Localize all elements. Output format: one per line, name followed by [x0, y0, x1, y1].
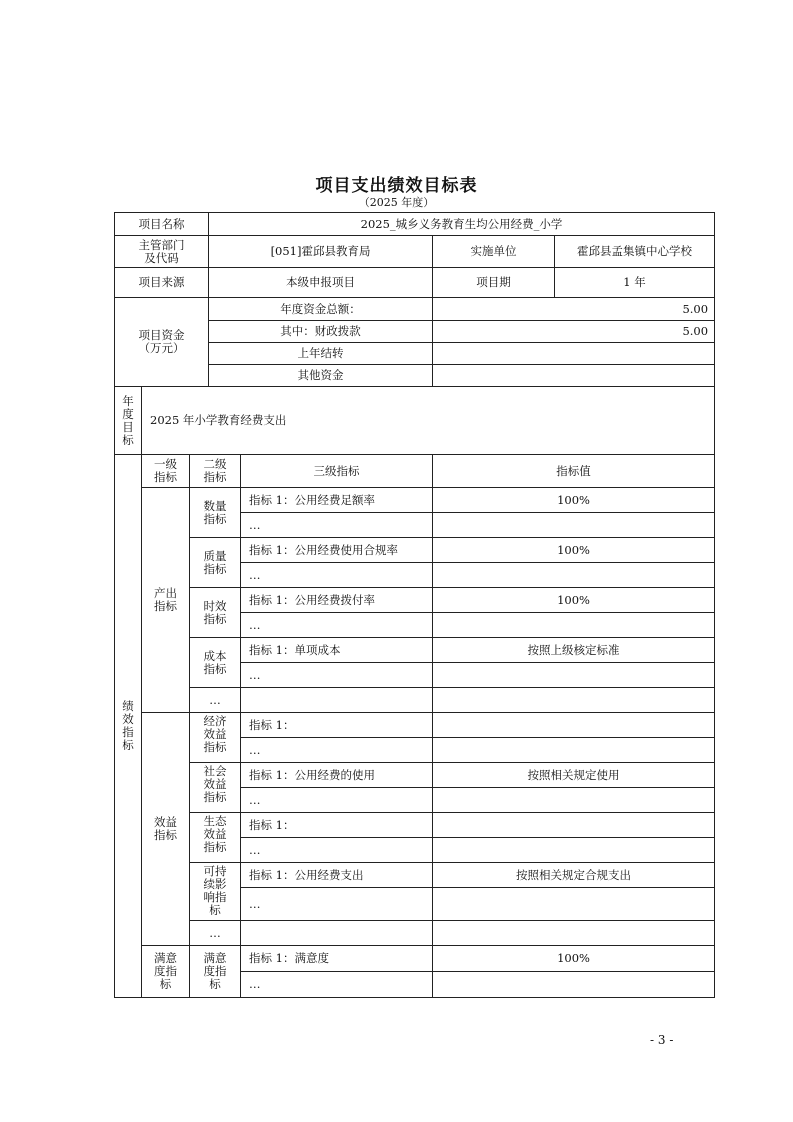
- cost-indicator-value: 按照上级核定标准: [433, 638, 715, 663]
- table-row: [115, 713, 715, 738]
- social-benefit-item: 指标 1：公用经费的使用: [241, 763, 433, 788]
- cost-indicator-item: 指标 1：单项成本: [241, 638, 433, 663]
- ecological-benefit-label: 生态 效益 指标: [190, 813, 241, 863]
- source-row: [115, 268, 715, 298]
- table-row: [115, 946, 715, 972]
- economic-benefit-label: 经济 效益 指标: [190, 713, 241, 763]
- timeliness-indicator-label: 时效 指标: [190, 588, 241, 638]
- sustainable-impact-label: 可持 续影 响指 标: [190, 863, 241, 921]
- page-number: - 3 -: [650, 1033, 674, 1047]
- sustainable-impact-item: 指标 1：公用经费支出: [241, 863, 433, 888]
- funds-carryover-value: [433, 343, 715, 365]
- satisfaction-indicators-label: 满意 度指 标: [142, 946, 190, 998]
- project-period-value: 1 年: [555, 268, 715, 298]
- ecological-benefit-item: 指标 1：: [241, 813, 433, 838]
- empty-cell: [433, 888, 715, 921]
- table-row: [115, 638, 715, 663]
- quality-indicator-item: 指标 1：公用经费使用合规率: [241, 538, 433, 563]
- performance-indicators-label: 绩 效 指 标: [115, 455, 142, 998]
- indicator-value-header: 指标值: [433, 455, 715, 488]
- social-benefit-label: 社会 效益 指标: [190, 763, 241, 813]
- indicator-header-row: [115, 455, 715, 488]
- social-benefit-more: …: [241, 788, 433, 813]
- sustainable-impact-more: …: [241, 888, 433, 921]
- implementing-unit-value: 霍邱县孟集镇中心学校: [555, 236, 715, 268]
- project-source-label: 项目来源: [115, 268, 209, 298]
- table-row: [115, 921, 715, 946]
- output-indicators-label: 产出 指标: [142, 488, 190, 713]
- table-row: [115, 588, 715, 613]
- cost-indicator-label: 成本 指标: [190, 638, 241, 688]
- implementing-unit-label: 实施单位: [433, 236, 555, 268]
- funds-carryover-label: 上年结转: [209, 343, 433, 365]
- satisfaction-value: 100%: [433, 946, 715, 972]
- empty-cell: [241, 921, 433, 946]
- satisfaction-item: 指标 1：满意度: [241, 946, 433, 972]
- quality-indicator-more: …: [241, 563, 433, 588]
- funds-other-value: [433, 365, 715, 387]
- annual-goal-label: 年 度 目 标: [115, 387, 142, 455]
- department-value: [051]霍邱县教育局: [209, 236, 433, 268]
- timeliness-indicator-value: 100%: [433, 588, 715, 613]
- table-row: [115, 863, 715, 888]
- empty-cell: [433, 738, 715, 763]
- performance-target-table: [114, 212, 715, 998]
- funds-fiscal-label: 其中：财政拨款: [209, 321, 433, 343]
- empty-cell: [433, 663, 715, 688]
- funds-total-value: 5.00: [433, 298, 715, 321]
- table-row: [115, 763, 715, 788]
- funds-fiscal-value: 5.00: [433, 321, 715, 343]
- benefit-more-label: …: [190, 921, 241, 946]
- ecological-benefit-more: …: [241, 838, 433, 863]
- social-benefit-value: 按照相关规定使用: [433, 763, 715, 788]
- satisfaction-sub-label: 满意 度指 标: [190, 946, 241, 998]
- annual-goal-text: 2025 年小学教育经费支出: [142, 387, 715, 455]
- quantity-indicator-label: 数量 指标: [190, 488, 241, 538]
- table-row: [115, 488, 715, 513]
- output-more-label: …: [190, 688, 241, 713]
- empty-cell: [433, 788, 715, 813]
- table-row: [115, 538, 715, 563]
- benefit-indicators-label: 效益 指标: [142, 713, 190, 946]
- quantity-indicator-more: …: [241, 513, 433, 538]
- funds-other-label: 其他资金: [209, 365, 433, 387]
- empty-cell: [433, 613, 715, 638]
- satisfaction-more: …: [241, 972, 433, 998]
- funds-total-label: 年度资金总额：: [209, 298, 433, 321]
- timeliness-indicator-more: …: [241, 613, 433, 638]
- empty-cell: [433, 838, 715, 863]
- funds-total-row: [115, 298, 715, 321]
- timeliness-indicator-item: 指标 1：公用经费拨付率: [241, 588, 433, 613]
- quality-indicator-value: 100%: [433, 538, 715, 563]
- project-name-value: 2025_城乡义务教育生均公用经费_小学: [209, 213, 715, 236]
- empty-cell: [433, 513, 715, 538]
- economic-benefit-more: …: [241, 738, 433, 763]
- level1-header: 一级 指标: [142, 455, 190, 488]
- project-name-row: [115, 213, 715, 236]
- department-label: 主管部门 及代码: [115, 236, 209, 268]
- project-name-label: 项目名称: [115, 213, 209, 236]
- project-source-value: 本级申报项目: [209, 268, 433, 298]
- table-row: [115, 813, 715, 838]
- level3-header: 三级指标: [241, 455, 433, 488]
- project-period-label: 项目期: [433, 268, 555, 298]
- page-title: 项目支出绩效目标表: [315, 176, 478, 196]
- level2-header: 二级 指标: [190, 455, 241, 488]
- empty-cell: [433, 563, 715, 588]
- year-subtitle: （2025 年度）: [358, 196, 435, 209]
- department-row: [115, 236, 715, 268]
- economic-benefit-value: [433, 713, 715, 738]
- project-funds-label: 项目资金 （万元）: [115, 298, 209, 387]
- empty-cell: [241, 688, 433, 713]
- cost-indicator-more: …: [241, 663, 433, 688]
- empty-cell: [433, 921, 715, 946]
- quantity-indicator-item: 指标 1：公用经费足额率: [241, 488, 433, 513]
- sustainable-impact-value: 按照相关规定合规支出: [433, 863, 715, 888]
- quality-indicator-label: 质量 指标: [190, 538, 241, 588]
- annual-goal-row: [115, 387, 715, 455]
- empty-cell: [433, 688, 715, 713]
- economic-benefit-item: 指标 1：: [241, 713, 433, 738]
- ecological-benefit-value: [433, 813, 715, 838]
- table-row: [115, 688, 715, 713]
- quantity-indicator-value: 100%: [433, 488, 715, 513]
- empty-cell: [433, 972, 715, 998]
